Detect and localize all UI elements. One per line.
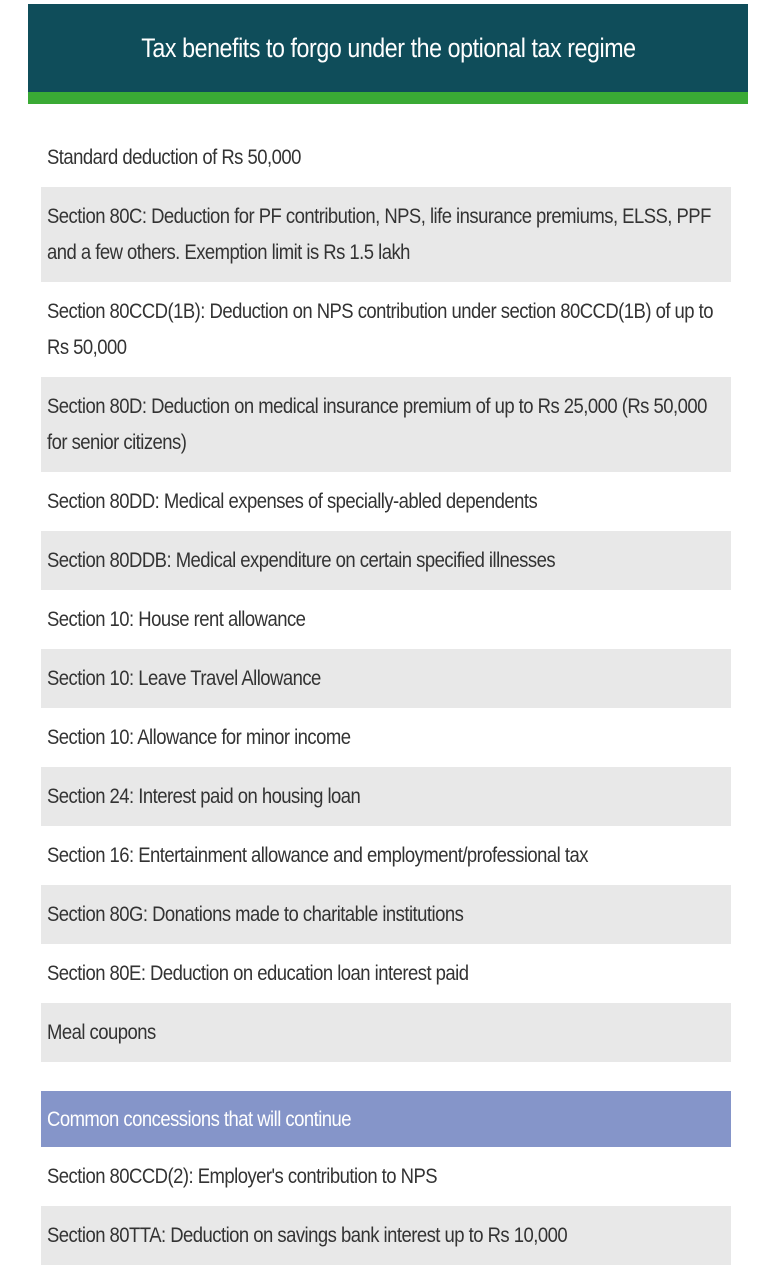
page-title-banner: [28, 4, 748, 92]
table-row: [41, 472, 731, 531]
table-row: [41, 128, 731, 187]
table-row: [41, 377, 731, 472]
row-text: Section 10: House rent allowance: [47, 608, 306, 631]
table-row: [41, 767, 731, 826]
table-row: [41, 1003, 731, 1062]
table-row: [41, 649, 731, 708]
row-text: Section 80G: Donations made to charitable institutions: [47, 903, 464, 926]
benefits-table: [41, 128, 731, 1265]
table-row: [41, 708, 731, 767]
row-text: Section 10: Allowance for minor income: [47, 726, 351, 749]
row-text: Section 80CCD(1B): Deduction on NPS contribution under section 80CCD(1B) of up to Rs 50,000: [47, 300, 714, 359]
row-text: Section 80DDB: Medical expenditure on certain specified illnesses: [47, 549, 556, 572]
row-text: Standard deduction of Rs 50,000: [47, 146, 301, 169]
continuing-section-header: [41, 1091, 731, 1147]
table-row: [41, 1147, 731, 1206]
row-text: Section 80D: Deduction on medical insurance premium of up to Rs 25,000 (Rs 50,000 for senior citizens): [47, 395, 707, 454]
table-row: [41, 187, 731, 282]
row-text: Section 24: Interest paid on housing loan: [47, 785, 361, 808]
row-text: Section 80DD: Medical expenses of specially-abled dependents: [47, 490, 538, 513]
table-row: [41, 1206, 731, 1265]
row-text: Section 80C: Deduction for PF contribution, NPS, life insurance premiums, ELSS, PPF and a few others. Exemption limit is Rs 1.5 lakh: [47, 205, 711, 264]
row-text: Section 10: Leave Travel Allowance: [47, 667, 321, 690]
table-row: [41, 531, 731, 590]
row-text: Section 80CCD(2): Employer's contribution to NPS: [47, 1165, 438, 1188]
section-heading: Common concessions that will continue: [47, 1108, 352, 1131]
page-title: Tax benefits to forgo under the optional tax regime: [140, 32, 636, 63]
table-row: [41, 944, 731, 1003]
table-row: [41, 590, 731, 649]
section-spacer: [41, 1062, 731, 1091]
row-text: Meal coupons: [47, 1021, 156, 1044]
row-text: Section 16: Entertainment allowance and employment/professional tax: [47, 844, 588, 867]
row-text: Section 80E: Deduction on education loan interest paid: [47, 962, 469, 985]
row-text: Section 80TTA: Deduction on savings bank interest up to Rs 10,000: [47, 1224, 568, 1247]
table-row: [41, 826, 731, 885]
table-row: [41, 885, 731, 944]
title-accent-stripe: [28, 92, 748, 104]
table-row: [41, 282, 731, 377]
